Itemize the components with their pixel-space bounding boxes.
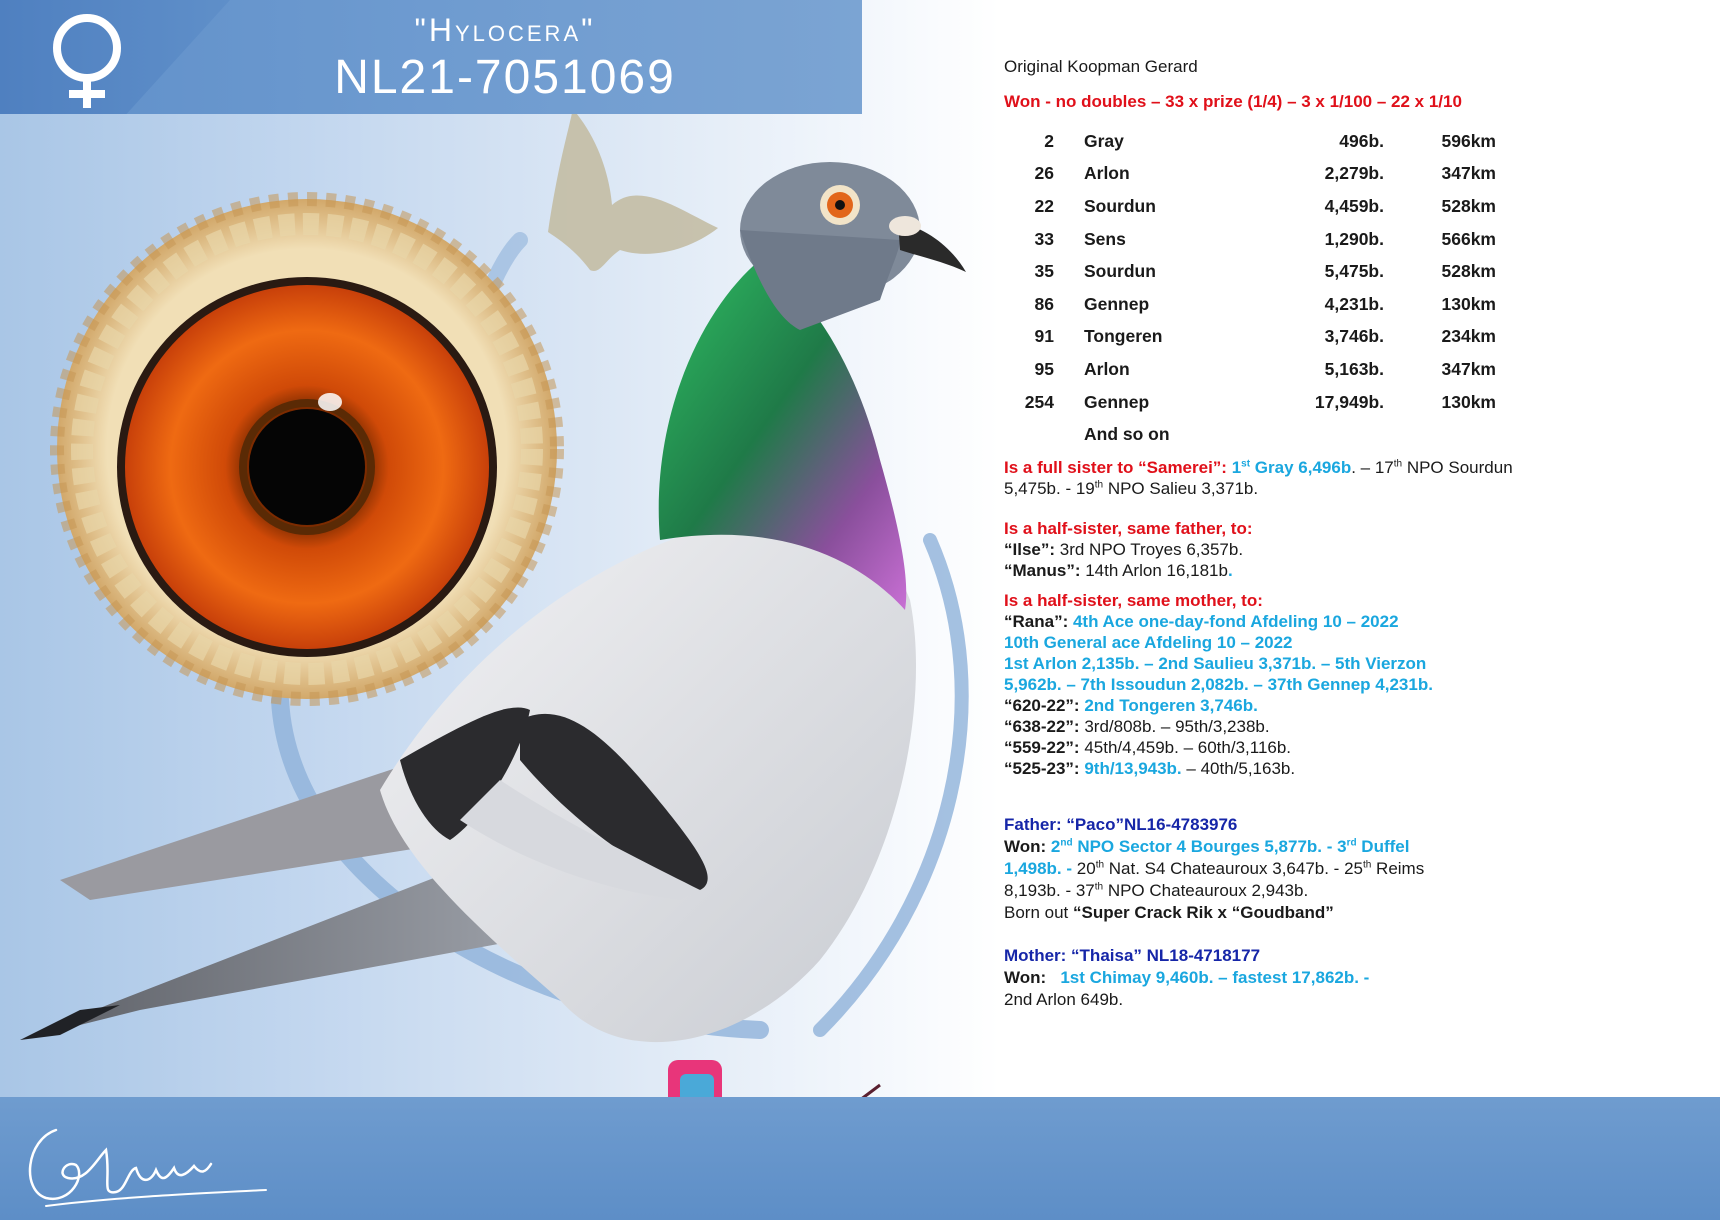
mother-won-line-2: 2nd Arlon 649b. [1004, 989, 1124, 1009]
result-distance: 234km [1441, 326, 1496, 347]
father-block [1004, 814, 1604, 924]
result-position: 86 [1034, 293, 1054, 314]
father-cyan-b: NPO Sector 4 Bourges 5,877b. - 3 [1072, 836, 1347, 856]
sibling-559 [1004, 737, 1604, 758]
result-birds: 496b. [1339, 130, 1384, 151]
full-sister-cyan-sup: st [1241, 458, 1251, 470]
mother-block [1004, 945, 1604, 1011]
sibling-result: 4th Ace one-day-fond Afdeling 10 – 2022 [1068, 611, 1399, 631]
half-father-row-1 [1004, 539, 1604, 560]
result-distance: 130km [1441, 391, 1496, 412]
result-position: 22 [1034, 195, 1054, 216]
rana-line-2: 10th General ace Afdeling 10 – 2022 [1004, 632, 1293, 652]
table-row [1004, 158, 1496, 191]
full-sister-cyan-b: Gray 6,496b [1250, 457, 1352, 477]
sibling-name: “Rana”: [1004, 611, 1069, 631]
sibling-result: 3rd/808b. – 95th/3,238b. [1079, 716, 1270, 736]
result-distance: 528km [1441, 195, 1496, 216]
result-distance: 347km [1441, 358, 1496, 379]
father-cyan-sup2: rd [1346, 837, 1357, 849]
result-birds: 4,231b. [1324, 293, 1384, 314]
father-born-line [1004, 902, 1604, 924]
result-place: Sourdun [1084, 195, 1156, 216]
father-line3-a: 8,193b. - 37 [1004, 880, 1095, 900]
half-father-row-2 [1004, 560, 1604, 581]
father-text-b: Nat. S4 Chateauroux 3,647b. - 25 [1104, 858, 1363, 878]
father-label: Father: “Paco”NL16-4783976 [1004, 814, 1238, 834]
result-birds: 2,279b. [1324, 163, 1384, 184]
results-body [1004, 125, 1496, 451]
result-position: 33 [1034, 228, 1054, 249]
father-cyan-c: Duffel [1356, 836, 1410, 856]
female-symbol-icon [44, 12, 130, 108]
sibling-name: “525-23”: [1004, 758, 1080, 778]
full-sister-block [1004, 457, 1604, 499]
half-sister-father-block [1004, 518, 1604, 581]
born-label: Born out [1004, 902, 1073, 922]
sibling-638 [1004, 716, 1604, 737]
father-cyan-sup: nd [1060, 837, 1073, 849]
rana-line-1 [1004, 611, 1604, 632]
result-birds: 5,163b. [1324, 358, 1384, 379]
table-row [1004, 255, 1496, 288]
result-distance: 130km [1441, 293, 1496, 314]
father-line3-sup: th [1094, 881, 1104, 893]
half-mother-label: Is a half-sister, same mother, to: [1004, 590, 1263, 610]
table-row [1004, 321, 1496, 354]
sibling-name: “Manus”: [1004, 560, 1081, 580]
result-distance [1384, 418, 1496, 451]
result-distance: 596km [1441, 130, 1496, 151]
full-sister-line2-sup: th [1094, 479, 1104, 491]
sibling-result-cyan: 9th/13,943b. [1079, 758, 1182, 778]
result-place: Sourdun [1084, 261, 1156, 282]
result-position: 2 [1044, 130, 1054, 151]
result-place: Tongeren [1084, 326, 1163, 347]
result-place: Gray [1084, 130, 1124, 151]
result-place: And so on [1084, 424, 1170, 445]
result-birds: 5,475b. [1324, 261, 1384, 282]
won-label: Won: [1004, 967, 1051, 987]
sibling-result: 2nd Tongeren 3,746b. [1079, 695, 1258, 715]
full-sister-line2-a: 5,475b. - 19 [1004, 478, 1095, 498]
result-position: 35 [1034, 261, 1054, 282]
full-sister-text-a: . – 17 [1351, 457, 1394, 477]
father-text-sup: th [1095, 859, 1105, 871]
sibling-name: “638-22”: [1004, 716, 1080, 736]
result-position: 91 [1034, 326, 1054, 347]
father-won-line-3 [1004, 880, 1604, 902]
result-place: Arlon [1084, 358, 1130, 379]
born-parents: “Super Crack Rik x “Goudband” [1073, 902, 1334, 922]
table-row [1004, 288, 1496, 321]
sibling-name: “Ilse”: [1004, 539, 1056, 559]
signature-logo [16, 1120, 276, 1210]
half-sister-mother-block [1004, 590, 1604, 779]
mother-won-line-1 [1004, 967, 1604, 989]
full-sister-line-1 [1004, 457, 1604, 478]
rana-line-4: 5,962b. – 7th Issoudun 2,082b. – 37th Gennep 4,231b. [1004, 674, 1433, 694]
sibling-result: 14th Arlon 16,181b [1080, 560, 1228, 580]
result-distance: 528km [1441, 261, 1496, 282]
father-line3-b: NPO Chateauroux 2,943b. [1103, 880, 1309, 900]
sibling-620 [1004, 695, 1604, 716]
table-row [1004, 190, 1496, 223]
father-text-sup2: th [1362, 859, 1372, 871]
results-table [1004, 125, 1496, 451]
sibling-name: “559-22”: [1004, 737, 1080, 757]
result-position: 254 [1024, 391, 1054, 412]
table-row [1004, 418, 1496, 451]
full-sister-text-b: NPO Sourdun [1402, 457, 1513, 477]
result-distance: 347km [1441, 163, 1496, 184]
sibling-result: 3rd NPO Troyes 6,357b. [1055, 539, 1244, 559]
sibling-name: “620-22”: [1004, 695, 1080, 715]
full-sister-line2-b: NPO Salieu 3,371b. [1103, 478, 1259, 498]
sibling-result: – 40th/5,163b. [1181, 758, 1296, 778]
result-position: 26 [1034, 163, 1054, 184]
mother-label: Mother: “Thaisa” NL18-4718177 [1004, 945, 1261, 965]
table-row [1004, 353, 1496, 386]
result-place: Gennep [1084, 293, 1150, 314]
father-text-a: 20 [1076, 858, 1096, 878]
result-position: 95 [1034, 358, 1054, 379]
full-sister-label: Is a full sister to “Samerei”: [1004, 457, 1227, 477]
bird-name: "Hylocera" [414, 12, 596, 48]
mother-cyan: 1st Chimay 9,460b. – fastest 17,862b. - [1050, 967, 1370, 987]
result-birds: 3,746b. [1324, 326, 1384, 347]
father-won-line-2 [1004, 858, 1604, 880]
father-cyan-d: 1,498b. - [1004, 858, 1077, 878]
result-birds: 17,949b. [1314, 391, 1384, 412]
rana-line-3: 1st Arlon 2,135b. – 2nd Saulieu 3,371b. – 5th Vierzon [1004, 653, 1427, 673]
won-summary: Won - no doubles – 33 x prize (1/4) – 3 x 1/100 – 22 x 1/10 [1004, 92, 1462, 111]
ring-number: NL21-7051069 [334, 51, 676, 104]
table-row [1004, 223, 1496, 256]
result-distance: 566km [1441, 228, 1496, 249]
full-sister-text-sup: th [1393, 458, 1403, 470]
won-label: Won: [1004, 836, 1051, 856]
info-column [1004, 56, 1604, 1011]
result-birds: 4,459b. [1324, 195, 1384, 216]
result-position [1004, 418, 1084, 451]
result-birds [1264, 418, 1384, 451]
full-sister-cyan-a: 1 [1231, 457, 1242, 477]
sibling-525 [1004, 758, 1604, 779]
half-father-label: Is a half-sister, same father, to: [1004, 518, 1253, 538]
sibling-dot: . [1227, 560, 1233, 580]
result-birds: 1,290b. [1324, 228, 1384, 249]
result-place: Gennep [1084, 391, 1150, 412]
father-won-line-1 [1004, 836, 1604, 858]
sibling-result: 45th/4,459b. – 60th/3,116b. [1079, 737, 1292, 757]
result-place: Arlon [1084, 163, 1130, 184]
father-text-c: Reims [1371, 858, 1425, 878]
breeder-line: Original Koopman Gerard [1004, 57, 1198, 76]
result-place: Sens [1084, 228, 1126, 249]
table-row [1004, 386, 1496, 419]
table-row [1004, 125, 1496, 158]
father-cyan-a: 2 [1050, 836, 1061, 856]
full-sister-line-2 [1004, 478, 1604, 499]
